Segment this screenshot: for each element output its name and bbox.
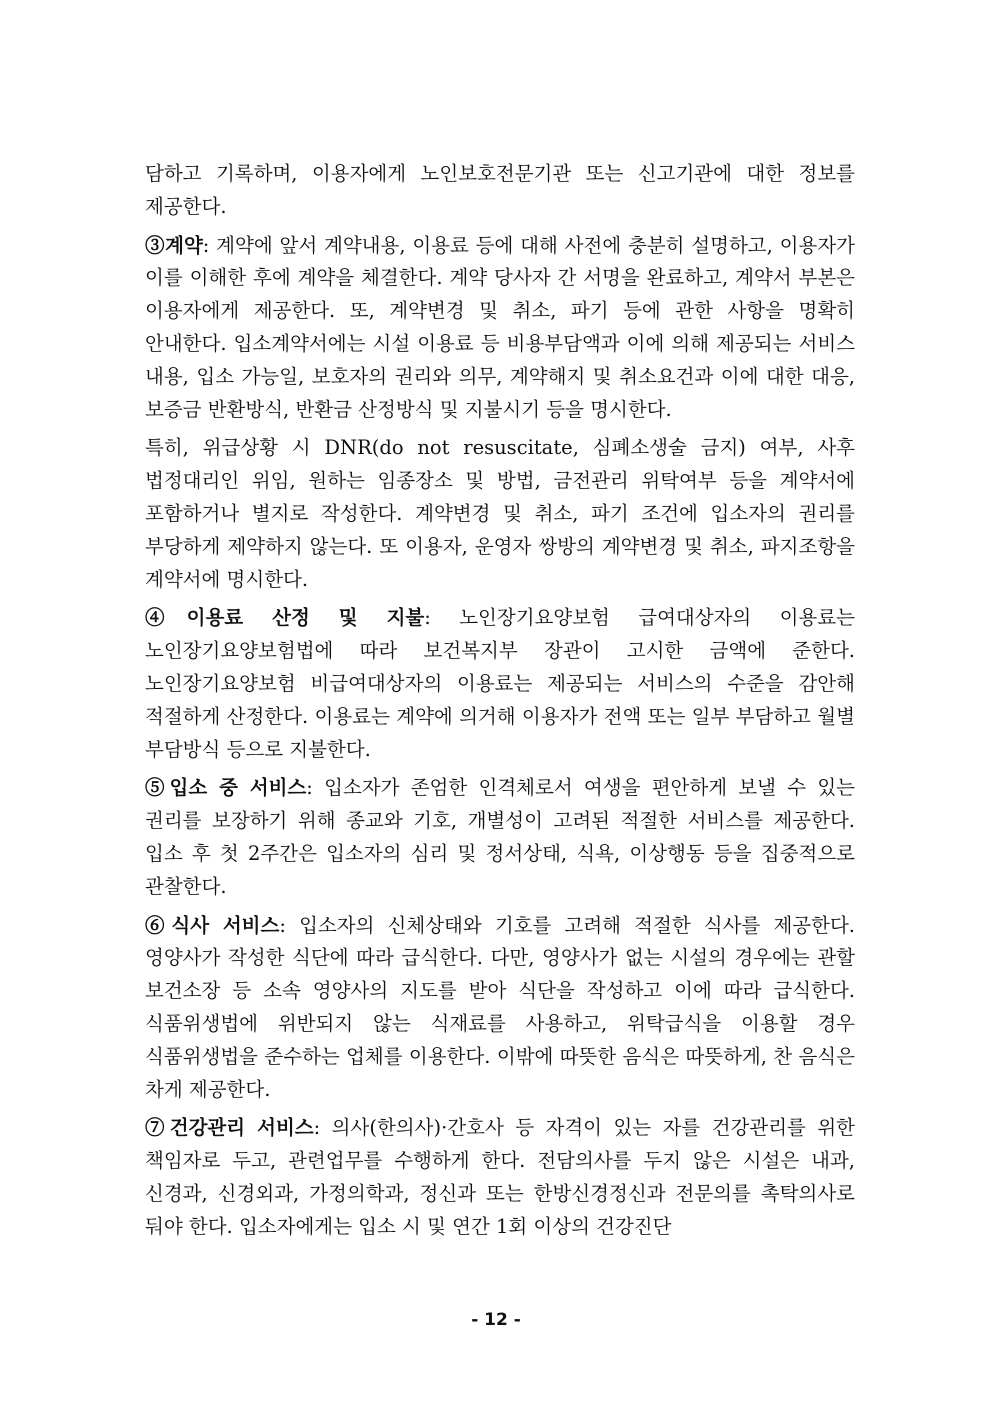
paragraph-text: : 입소자의 신체상태와 기호를 고려해 적절한 식사를 제공한다. 영양사가 작성한 식단에 따라 급식한다. 다만, 영양사가 없는 시설의 경우에는 관할 보건소장 등 소속 영양사의 지도를 받아 식단을 작성하고 이에 따라 급식한다. 식품위생법에 위반되지 않는 식재료를 사용하고, 위탁급식을 이용할 경우 식품위생법을 준수하는 업체를 이용한다. 이밖에 따뜻한 음식은 따뜻하게, 찬 음식은 차게 제공한다.	[145, 913, 855, 1101]
paragraph-text: 담하고 기록하며, 이용자에게 노인보호전문기관 또는 신고기관에 대한 정보를 제공한다.	[145, 162, 855, 218]
paragraph-continuation	[145, 158, 855, 224]
section-heading-contract: ③계약	[145, 233, 203, 257]
section-heading-fee: ④이용료 산정 및 지불	[145, 606, 425, 630]
section-heading-residence-service: ⑤입소 중 서비스	[145, 776, 307, 800]
paragraph-contract	[145, 230, 855, 427]
paragraph-text: : 계약에 앞서 계약내용, 이용료 등에 대해 사전에 충분히 설명하고, 이용자가 이를 이해한 후에 계약을 체결한다. 계약 당사자 간 서명을 완료하고, 계약서 부본은 이용자에게 제공한다. 또, 계약변경 및 취소, 파기 등에 관한 사항을 명확히 안내한다. 입소계약서에는 시설 이용료 등 비용부담액과 이에 의해 제공되는 서비스 내용, 입소 가능일, 보호자의 권리와 의무, 계약해지 및 취소요건과 이에 대한 대응, 보증금 반환방식, 반환금 산정방식 및 지불시기 등을 명시한다.	[145, 233, 855, 421]
section-heading-health-service: ⑦건강관리 서비스	[145, 1116, 314, 1140]
paragraph-meal-service	[145, 910, 855, 1107]
page-number: - 12 -	[471, 1310, 521, 1330]
paragraph-contract-details	[145, 432, 855, 596]
paragraph-fee	[145, 602, 855, 766]
paragraph-health-service	[145, 1112, 855, 1243]
document-body	[145, 158, 855, 1250]
paragraph-text: : 의사(한의사)·간호사 등 자격이 있는 자를 건강관리를 위한 책임자로 두고, 관련업무를 수행하게 한다. 전담의사를 두지 않은 시설은 내과, 신경과, 신경외과, 가정의학과, 정신과 또는 한방신경정신과 전문의를 촉탁의사로 둬야 한다. 입소자에게는 입소 시 및 연간 1회 이상의 건강진단	[145, 1116, 856, 1238]
paragraph-text: : 노인장기요양보험 급여대상자의 이용료는 노인장기요양보험법에 따라 보건복지부 장관이 고시한 금액에 준한다. 노인장기요양보험 비급여대상자의 이용료는 제공되는 서비스의 수준을 감안해 적절하게 산정한다. 이용료는 계약에 의거해 이용자가 전액 또는 일부 부담하고 월별 부담방식 등으로 지불한다.	[145, 606, 855, 761]
paragraph-residence-service	[145, 772, 855, 903]
paragraph-text: 특히, 위급상황 시 DNR(do not resuscitate, 심폐소생술 금지) 여부, 사후 법정대리인 위임, 원하는 임종장소 및 방법, 금전관리 위탁여부 등을 계약서에 포함하거나 별지로 작성한다. 계약변경 및 취소, 파기 조건에 입소자의 권리를 부당하게 제약하지 않는다. 또 이용자, 운영자 쌍방의 계약변경 및 취소, 파지조항을 계약서에 명시한다.	[145, 436, 855, 591]
paragraph-text: : 입소자가 존엄한 인격체로서 여생을 편안하게 보낼 수 있는 권리를 보장하기 위해 종교와 기호, 개별성이 고려된 적절한 서비스를 제공한다. 입소 후 첫 2주간은 입소자의 심리 및 정서상태, 식욕, 이상행동 등을 집중적으로 관찰한다.	[145, 776, 855, 898]
section-heading-meal-service: ⑥식사 서비스	[145, 913, 280, 937]
